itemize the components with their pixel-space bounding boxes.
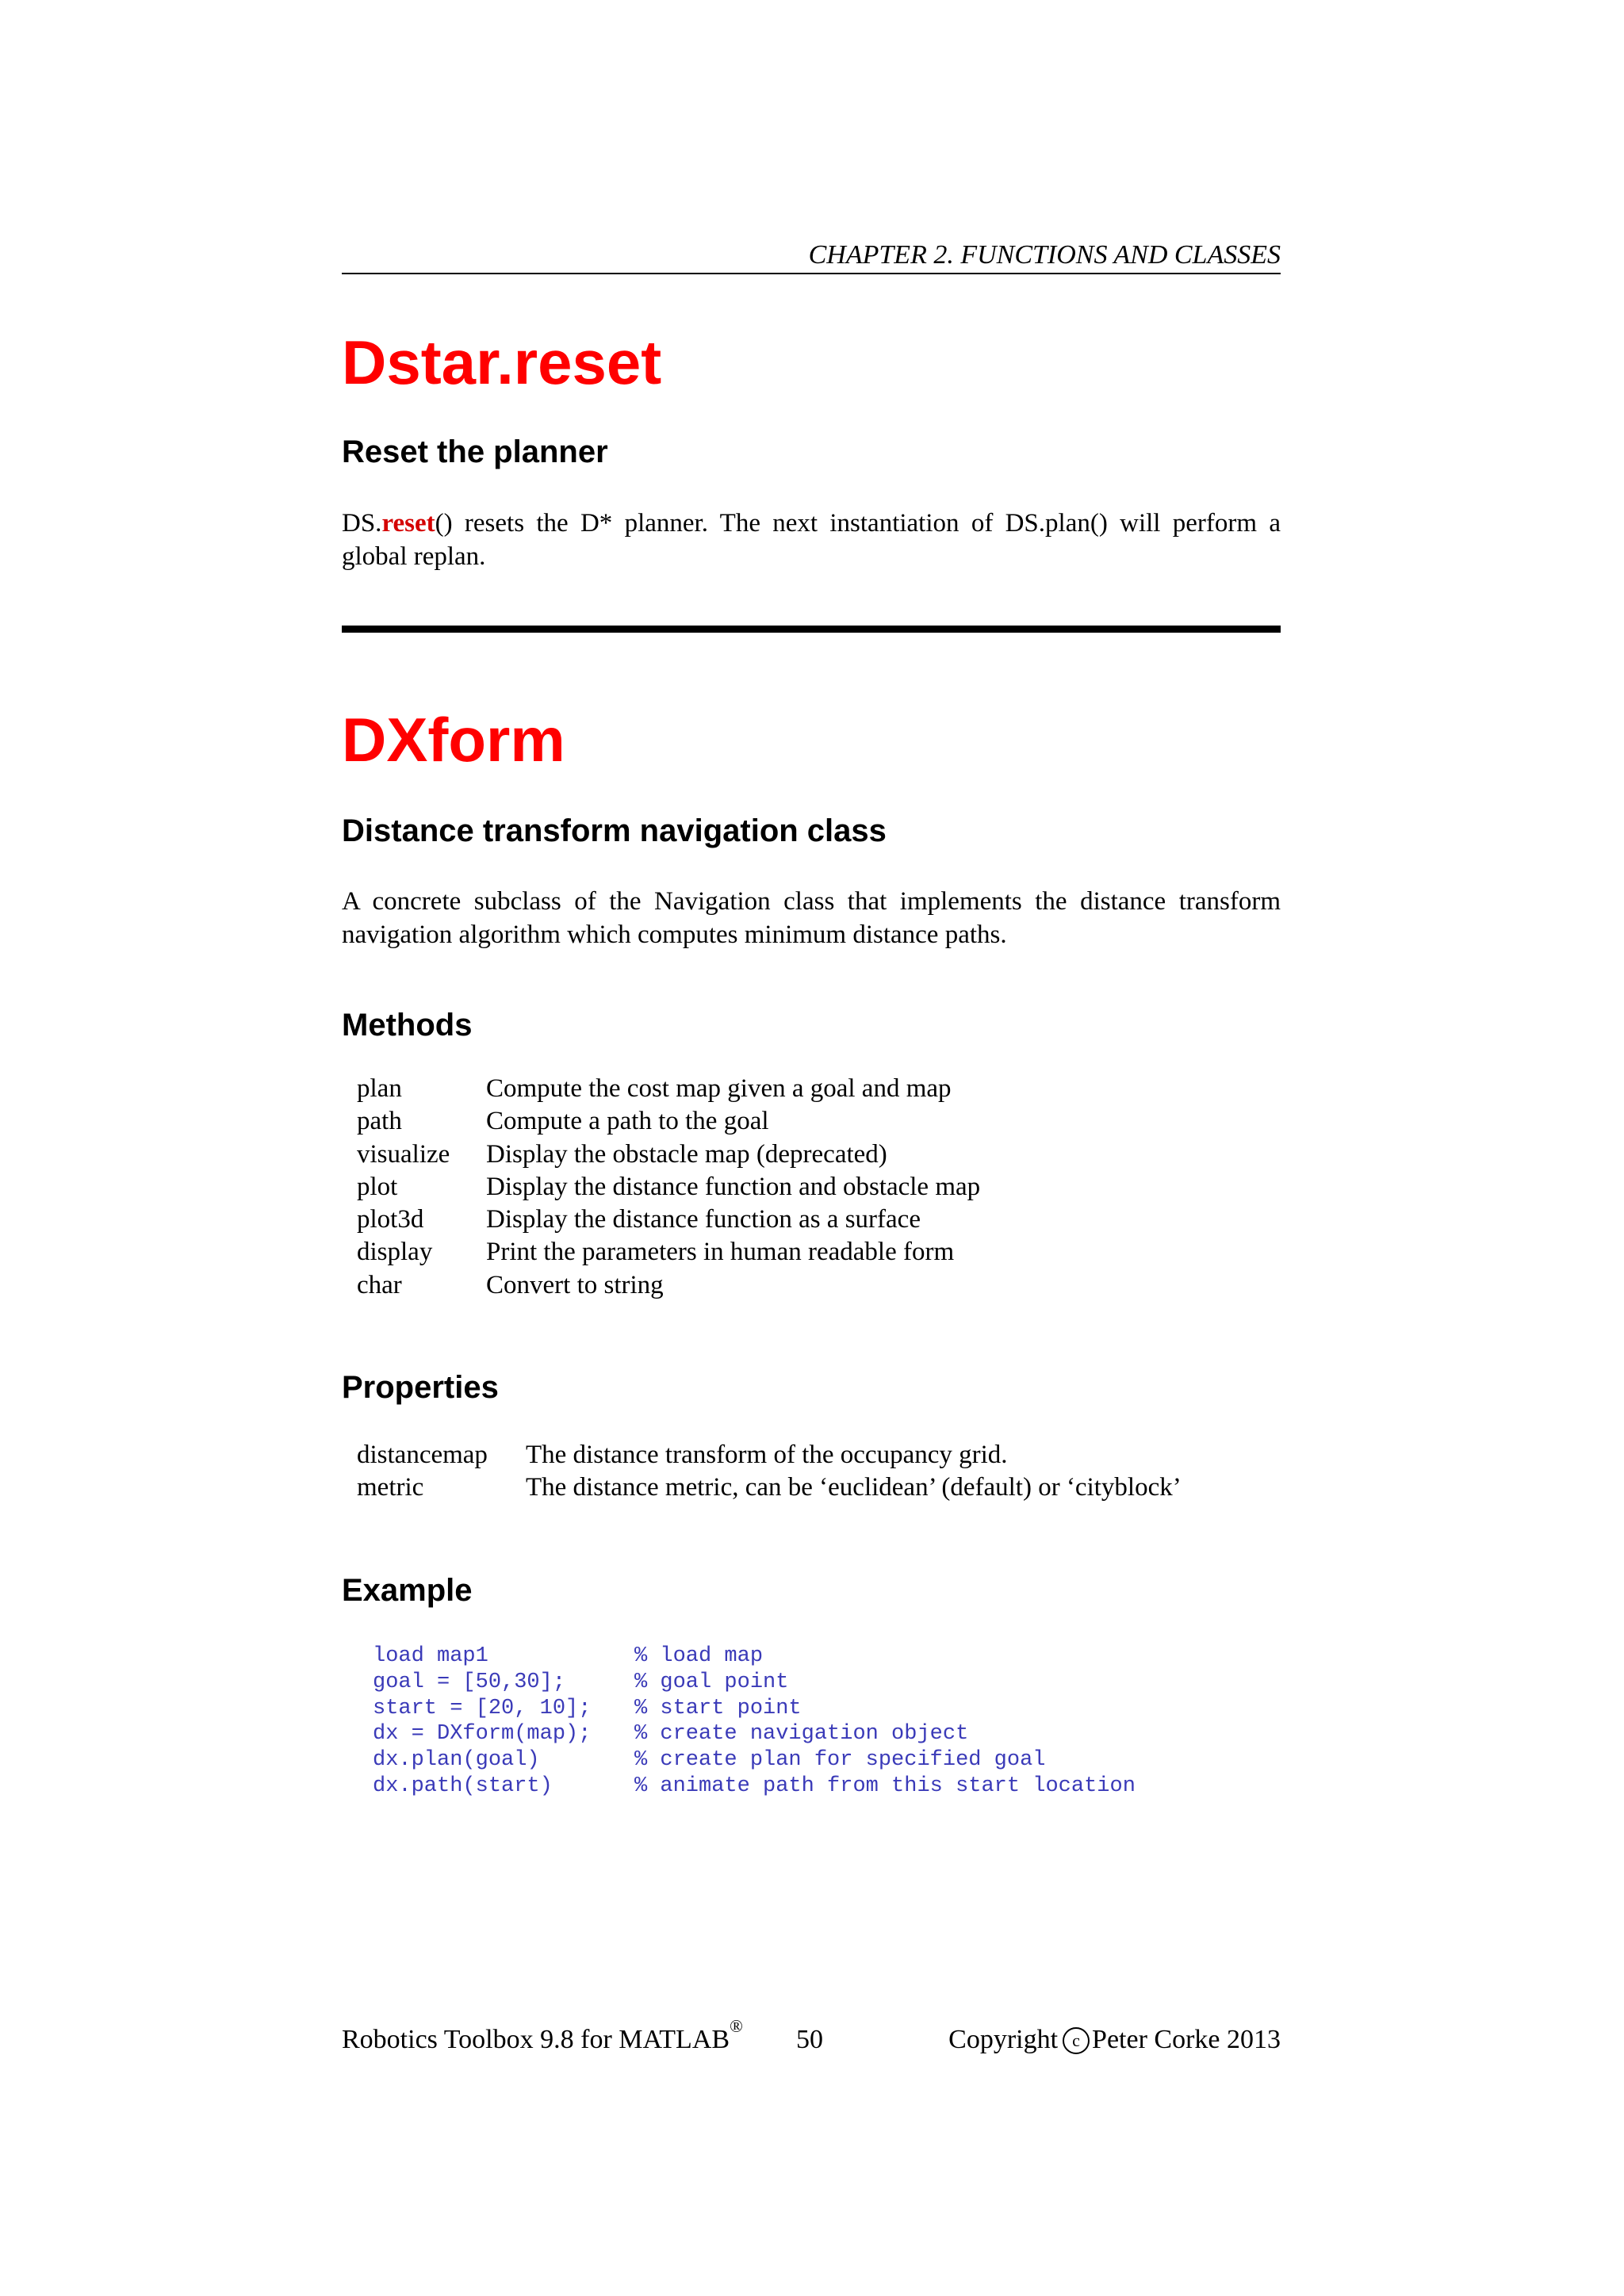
- properties-heading: Properties: [342, 1370, 499, 1405]
- code-statement: dx.plan(goal): [373, 1748, 540, 1773]
- property-desc: The distance transform of the occupancy grid.: [526, 1441, 1008, 1469]
- code-comment: % create plan for specified goal: [634, 1748, 1046, 1773]
- dxform-title: DXform: [342, 705, 565, 775]
- code-line: [373, 1670, 1136, 1696]
- code-comment: % create navigation object: [634, 1722, 969, 1747]
- code-statement: dx = DXform(map);: [373, 1722, 592, 1747]
- method-desc: Compute a path to the goal: [486, 1107, 769, 1136]
- code-statement: goal = [50,30];: [373, 1670, 566, 1694]
- code-comment: % goal point: [634, 1670, 789, 1694]
- method-desc: Print the parameters in human readable form: [486, 1238, 955, 1267]
- page-number: 50: [796, 2025, 823, 2054]
- registered-mark: ®: [730, 2016, 743, 2036]
- method-row: [357, 1073, 980, 1105]
- method-row: [357, 1105, 980, 1138]
- code-statement: dx.path(start): [373, 1774, 553, 1798]
- desc-suffix: () resets the D* planner. The next instantiation of DS.plan() will perform a global replan.: [342, 509, 1281, 571]
- running-head-text: CHAPTER 2. FUNCTIONS AND CLASSES: [808, 240, 1281, 270]
- footer-left: [342, 2016, 743, 2056]
- code-comment: % load map: [634, 1644, 764, 1668]
- code-line: [373, 1774, 1136, 1800]
- footer-copyright: [948, 2024, 1281, 2056]
- method-desc: Display the obstacle map (deprecated): [486, 1139, 887, 1169]
- method-row: [357, 1138, 980, 1171]
- dxform-subtitle: Distance transform navigation class: [342, 813, 887, 848]
- code-comment: % animate path from this start location: [634, 1774, 1136, 1798]
- copyright-label: Copyright: [948, 2025, 1059, 2054]
- code-statement: load map1: [373, 1644, 488, 1668]
- property-name: metric: [357, 1473, 424, 1502]
- properties-list: [357, 1439, 1182, 1505]
- method-name: plan: [357, 1074, 402, 1103]
- section-divider: [342, 626, 1281, 633]
- copyright-icon: c: [1063, 2027, 1090, 2054]
- method-name: display: [357, 1238, 433, 1267]
- method-row: [357, 1269, 980, 1302]
- code-statement: start = [20, 10];: [373, 1696, 592, 1720]
- property-desc: The distance metric, can be ‘euclidean’ (default) or ‘cityblock’: [526, 1473, 1182, 1502]
- code-line: [373, 1644, 1136, 1670]
- method-desc: Display the distance function as a surface: [486, 1205, 921, 1234]
- example-heading: Example: [342, 1573, 473, 1608]
- dxform-description: A concrete subclass of the Navigation class that implements the distance transform navigation algorithm which computes minimum distance paths.: [342, 887, 1281, 949]
- example-code-block: [373, 1644, 1136, 1800]
- code-line: [373, 1696, 1136, 1722]
- methods-heading: Methods: [342, 1008, 473, 1043]
- code-line: [373, 1747, 1136, 1774]
- code-comment: % start point: [634, 1696, 802, 1720]
- property-row: [357, 1439, 1182, 1471]
- code-line: [373, 1721, 1136, 1747]
- method-row: [357, 1171, 980, 1203]
- method-desc: Convert to string: [486, 1270, 664, 1299]
- method-row: [357, 1236, 980, 1269]
- property-name: distancemap: [357, 1441, 488, 1469]
- running-head: [342, 239, 1281, 274]
- method-name: plot3d: [357, 1205, 424, 1234]
- property-row: [357, 1471, 1182, 1504]
- method-name: plot: [357, 1172, 398, 1201]
- dstar-reset-title: Dstar.reset: [342, 327, 662, 397]
- desc-keyword-reset: reset: [381, 509, 435, 538]
- method-desc: Compute the cost map given a goal and map: [486, 1074, 952, 1103]
- desc-prefix: DS.: [342, 509, 382, 538]
- method-desc: Display the distance function and obstacle map: [486, 1172, 981, 1201]
- method-name: visualize: [357, 1139, 450, 1169]
- dstar-reset-subtitle: Reset the planner: [342, 434, 608, 469]
- method-row: [357, 1203, 980, 1236]
- dstar-reset-description: [342, 507, 1281, 573]
- footer-title: Robotics Toolbox 9.8 for MATLAB: [342, 2025, 730, 2054]
- methods-list: [357, 1073, 980, 1302]
- method-name: path: [357, 1107, 402, 1136]
- method-name: char: [357, 1270, 402, 1299]
- copyright-holder: Peter Corke 2013: [1092, 2025, 1281, 2054]
